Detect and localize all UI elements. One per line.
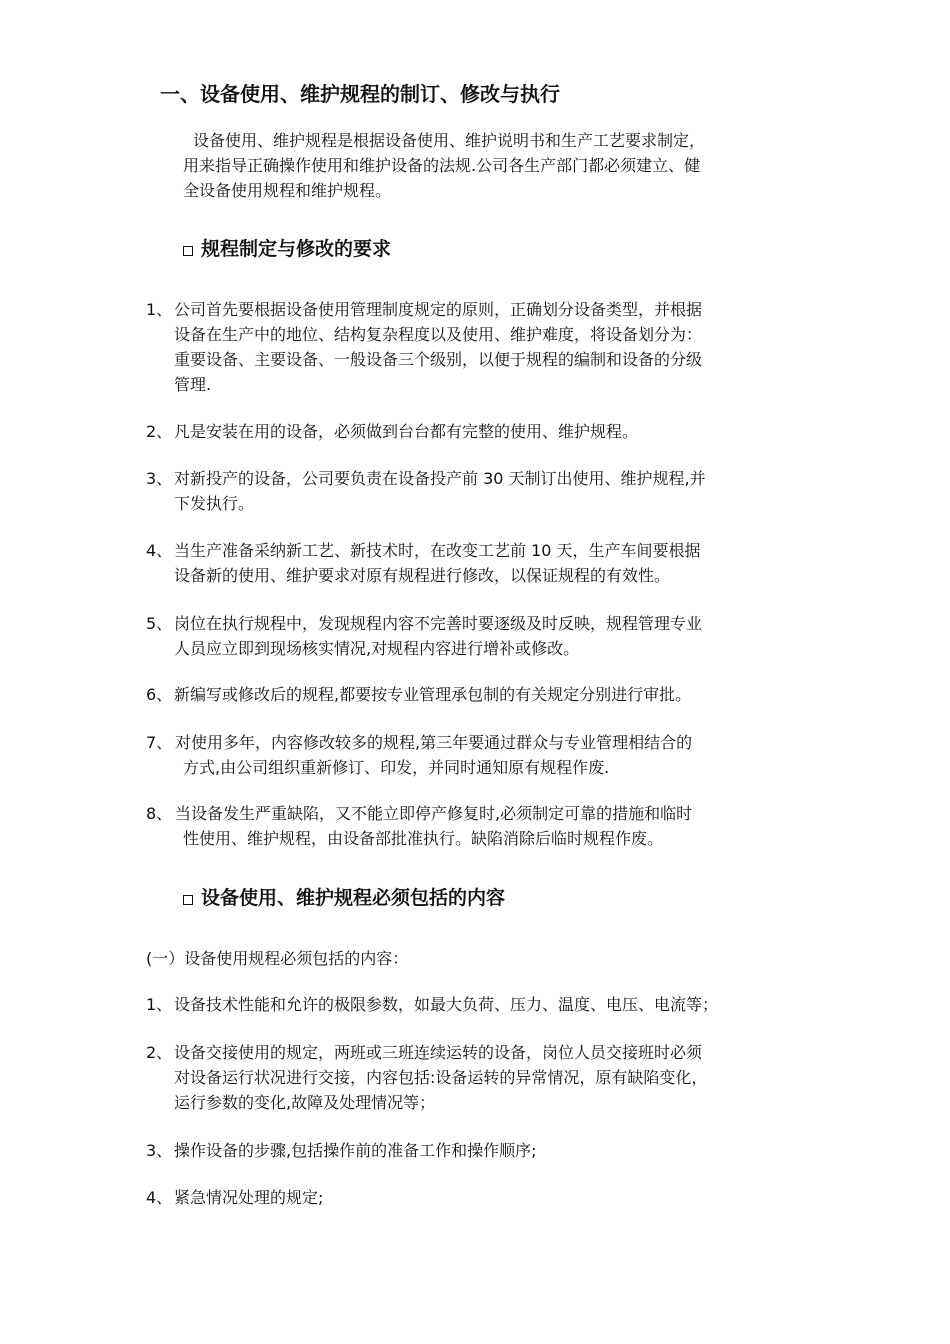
list-item xyxy=(146,611,826,661)
item-line: 设备技术性能和允许的极限参数，如最大负荷、压力、温度、电压、电流等； xyxy=(174,995,719,1014)
list-item xyxy=(146,1138,826,1163)
item-number: 3、 xyxy=(146,469,173,488)
item-line: 下发执行。 xyxy=(174,494,255,513)
section-heading-requirements xyxy=(183,236,391,262)
list-item xyxy=(146,730,826,780)
list-item xyxy=(146,297,826,397)
item-number: 7、 xyxy=(146,733,173,752)
square-bullet-icon xyxy=(183,895,193,905)
item-line: 凡是安装在用的设备，必须做到台台都有完整的使用、维护规程。 xyxy=(174,422,639,441)
list-item xyxy=(146,466,826,516)
item-number: 5、 xyxy=(146,614,173,633)
item-line: 管理. xyxy=(174,375,212,394)
item-line: 操作设备的步骤,包括操作前的准备工作和操作顺序; xyxy=(174,1141,537,1160)
intro-paragraph xyxy=(183,128,813,203)
item-number: 4、 xyxy=(146,541,173,560)
item-line: 当设备发生严重缺陷，又不能立即停产修复时,必须制定可靠的措施和临时 xyxy=(175,804,693,823)
item-line: 公司首先要根据设备使用管理制度规定的原则，正确划分设备类型，并根据 xyxy=(174,300,703,319)
section-heading-contents xyxy=(183,885,505,911)
list-item xyxy=(146,682,826,707)
list-item xyxy=(146,992,826,1017)
item-number: 8、 xyxy=(146,804,173,823)
item-line: 岗位在执行规程中，发现规程内容不完善时要逐级及时反映，规程管理专业 xyxy=(174,614,703,633)
list-item xyxy=(146,801,826,851)
square-bullet-icon xyxy=(183,246,193,256)
item-line: 重要设备、主要设备、一般设备三个级别，以便于规程的编制和设备的分级 xyxy=(174,350,703,369)
list-item xyxy=(146,538,826,588)
item-line: 设备交接使用的规定，两班或三班连续运转的设备，岗位人员交接班时必须 xyxy=(174,1043,703,1062)
item-line: 当生产准备采纳新工艺、新技术时，在改变工艺前 10 天，生产车间要根据 xyxy=(174,541,701,560)
item-line: 运行参数的变化,故障及处理情况等； xyxy=(174,1093,436,1112)
list-item xyxy=(146,419,826,444)
item-line: 对设备运行状况进行交接，内容包括:设备运转的异常情况，原有缺陷变化， xyxy=(174,1068,708,1087)
item-line: 对新投产的设备，公司要负责在设备投产前 30 天制订出使用、维护规程,并 xyxy=(174,469,706,488)
item-number: 2、 xyxy=(146,422,173,441)
item-line: 性使用、维护规程，由设备部批准执行。缺陷消除后临时规程作废。 xyxy=(183,829,664,848)
item-number: 1、 xyxy=(146,995,173,1014)
item-line: 设备新的使用、维护要求对原有规程进行修改，以保证规程的有效性。 xyxy=(174,566,671,585)
section-title: 设备使用、维护规程必须包括的内容 xyxy=(201,887,506,909)
item-line: 对使用多年，内容修改较多的规程,第三年要通过群众与专业管理相结合的 xyxy=(175,733,693,752)
item-number: 3、 xyxy=(146,1141,173,1160)
item-number: 1、 xyxy=(146,300,173,319)
intro-line: 用来指导正确操作使用和维护设备的法规.公司各生产部门都必须建立、健 xyxy=(183,156,701,175)
item-number: 2、 xyxy=(146,1043,173,1062)
item-line: 设备在生产中的地位、结构复杂程度以及使用、维护难度，将设备划分为： xyxy=(174,325,703,344)
item-line: 人员应立即到现场核实情况,对规程内容进行增补或修改。 xyxy=(174,639,580,658)
intro-line: 设备使用、维护规程是根据设备使用、维护说明书和生产工艺要求制定， xyxy=(193,131,706,150)
list-item xyxy=(146,1040,826,1115)
item-line: 方式,由公司组织重新修订、印发，并同时通知原有规程作废. xyxy=(183,758,610,777)
main-heading: 一、设备使用、维护规程的制订、修改与执行 xyxy=(160,82,560,106)
intro-line: 全设备使用规程和维护规程。 xyxy=(183,181,392,200)
item-line: 紧急情况处理的规定; xyxy=(174,1188,324,1207)
item-number: 6、 xyxy=(146,685,173,704)
item-line: 新编写或修改后的规程,都要按专业管理承包制的有关规定分别进行审批。 xyxy=(174,685,692,704)
section-title: 规程制定与修改的要求 xyxy=(201,238,392,260)
item-number: 4、 xyxy=(146,1188,173,1207)
list-item xyxy=(146,1185,826,1210)
subheading: (一）设备使用规程必须包括的内容： xyxy=(146,949,409,968)
